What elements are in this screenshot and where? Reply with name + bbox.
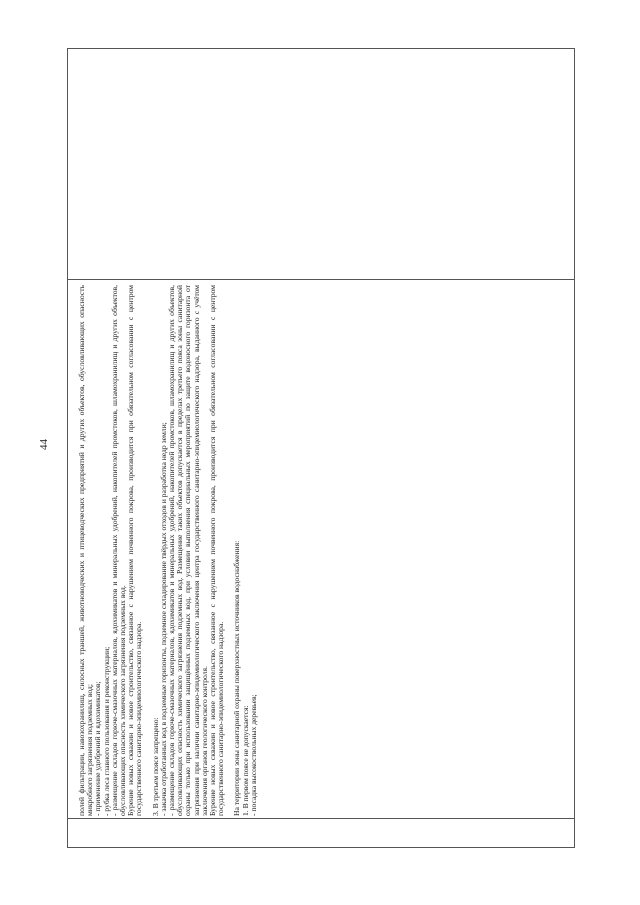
paragraph: 3. В третьем поясе запрещено: bbox=[150, 717, 160, 816]
paragraph: - посадка высокоствольных деревьев; bbox=[248, 694, 258, 816]
paragraph: полей фильтрации, навозохранилищ, силосных траншей, животноводческих и птицеводческих предприятий и других объектов, обусловливающих опасность микробного загрязнения подземных вод; bbox=[77, 285, 95, 816]
table-border-right bbox=[574, 48, 575, 848]
paragraph: Бурение новых скважин и новое строительство, связанное с нарушением почвенного покрова, производится при обязательном согласовании с центром государственного санитарно-эпидемиологического надзора. bbox=[208, 285, 226, 816]
paragraph: Бурение новых скважин и новое строительство, связанное с нарушением почвенного покрова, производится при обязательном согласовании с центром государственного санитарно-эпидемиологического надзора. bbox=[126, 285, 144, 816]
column-separator-lower bbox=[67, 818, 575, 819]
text-cell bbox=[78, 283, 271, 818]
table-border-left bbox=[67, 48, 68, 848]
paragraph: - закачка отработанных вод в подземные горизонты, подземное складирование твёрдых отходов и разработка недр земли; bbox=[158, 422, 168, 816]
column-separator-upper bbox=[67, 279, 575, 280]
paragraph: - применение удобрений и ядохимикатов; bbox=[93, 681, 103, 816]
paragraph: - рубка леса главного пользования и реконструкции; bbox=[101, 646, 111, 816]
paragraph: На территории зоны санитарной охраны поверхностных источников водоснабжения: bbox=[232, 540, 242, 816]
page-number bbox=[38, 432, 58, 454]
paragraph: - размещение складов горюче-смазочных материалов, ядохимикатов и минеральных удобрений, накопителей промстоков, шламохранилищ и других объектов, обусловливающих опасность химического загрязнения подземных вод. bbox=[109, 285, 128, 816]
table-border-bottom bbox=[67, 847, 575, 848]
paragraph: - размещение складов горюче-смазочных материалов, ядохимикатов и минеральных удобрений, накопителей промстоков, шламохранилищ и других объектов, обусловливающих опасность химического загрязнения подземных вод. Размещение таких объектов допускается в пределах третьего пояса зоны санитарной охраны только при использовании защищённых подземных вод, при условии выполнения специальных мероприятий по защите водоносного горизонта от загрязнения при наличии санитарно-эпидемиологического заключения центра государственного санитарно-эпидемиологического надзора, выданного с учётом заключения органов геологического контроля. bbox=[167, 285, 209, 816]
table-border-top bbox=[67, 48, 575, 49]
paragraph: 1. В первом поясе не допускается: bbox=[240, 705, 250, 816]
page-number-text: 44 bbox=[38, 439, 50, 450]
